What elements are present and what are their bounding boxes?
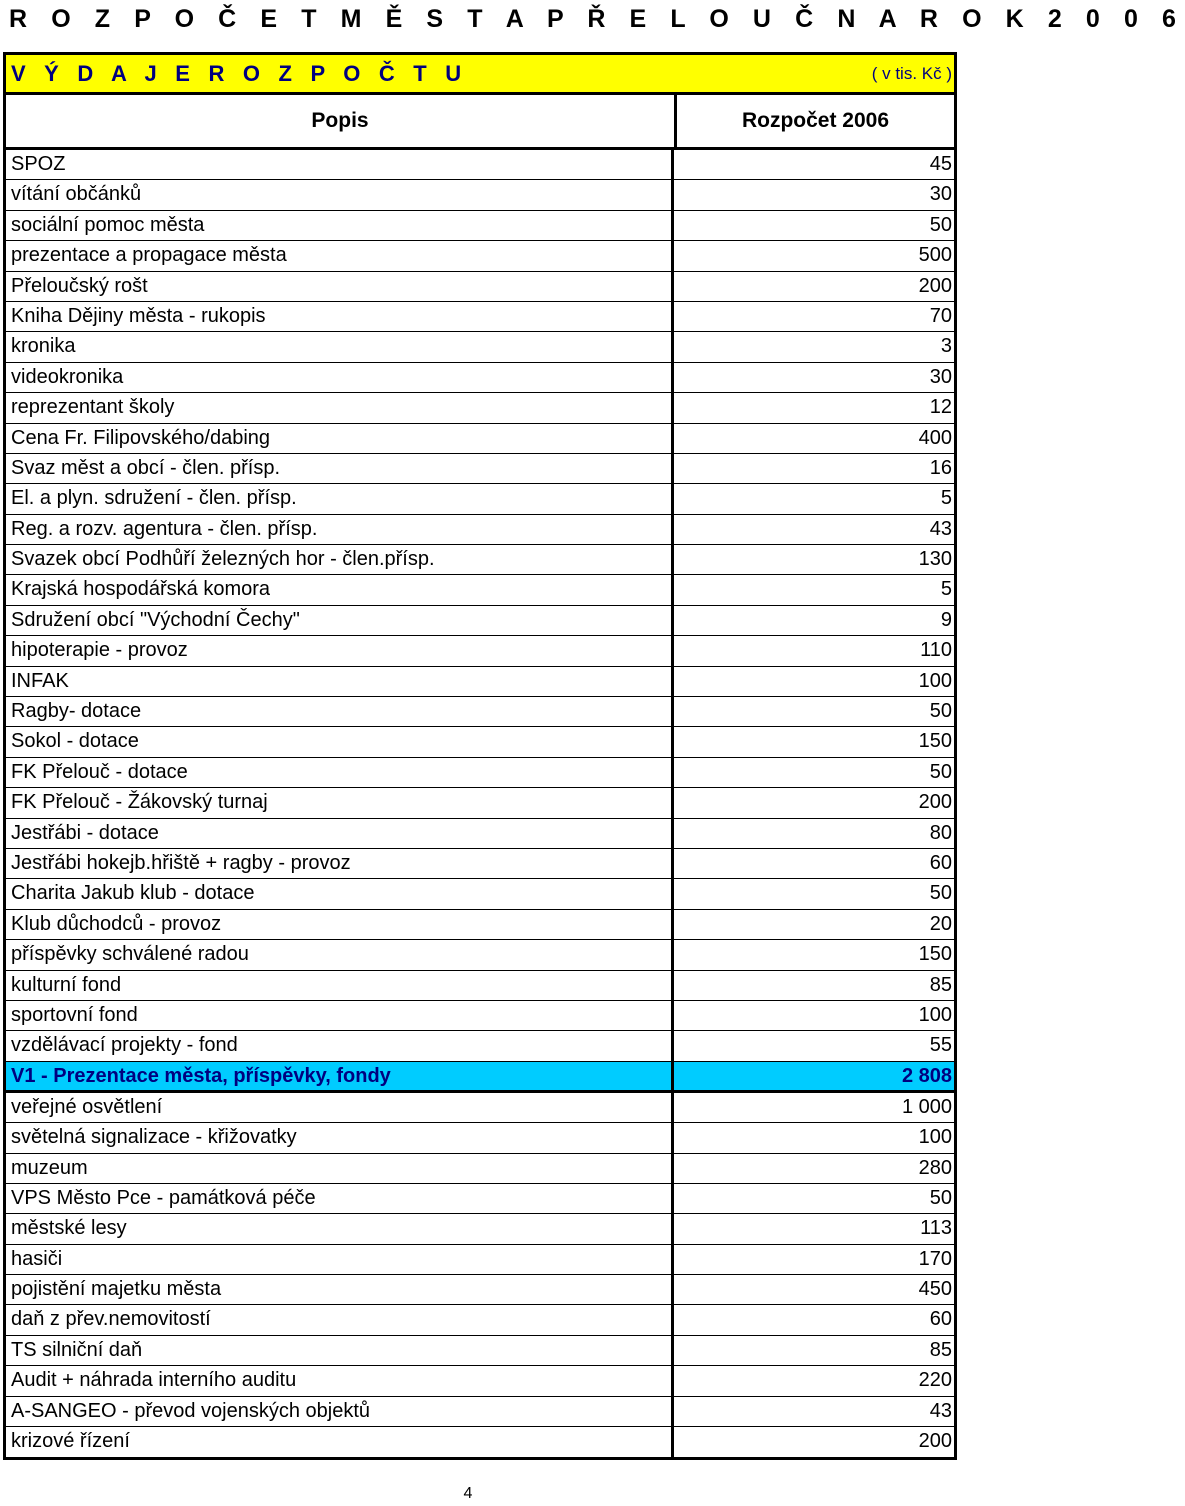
table-row <box>6 424 954 454</box>
row-description: pojistění majetku města <box>6 1275 674 1304</box>
row-amount: 20 <box>929 912 952 935</box>
row-description: SPOZ <box>6 150 674 179</box>
row-amount: 9 <box>940 608 952 631</box>
page-title: R O Z P O Č E T M Ě S T A P Ř E L O U Č N A R O K 2 0 0 6 <box>9 5 1185 33</box>
row-amount: 450 <box>918 1278 952 1301</box>
row-amount: 200 <box>918 791 952 814</box>
table-row <box>6 788 954 818</box>
row-description: Kniha Dějiny města - rukopis <box>6 302 674 331</box>
column-header-amount: Rozpočet 2006 <box>741 109 890 132</box>
row-amount: 100 <box>918 669 952 692</box>
row-amount: 280 <box>918 1156 952 1179</box>
table-row <box>6 1366 954 1396</box>
table-row <box>6 1427 954 1457</box>
table-row <box>6 1305 954 1335</box>
row-amount: 5 <box>940 578 952 601</box>
row-description: Svazek obcí Podhůří železných hor - člen.přísp. <box>6 545 674 574</box>
row-amount: 30 <box>929 365 952 388</box>
row-description: sportovní fond <box>6 1001 674 1030</box>
row-description: Krajská hospodářská komora <box>6 575 674 604</box>
row-amount: 110 <box>920 639 952 662</box>
row-description: Jestřábi - dotace <box>6 819 674 848</box>
table-row <box>6 1093 954 1123</box>
table-row <box>6 849 954 879</box>
row-amount: 30 <box>929 183 952 206</box>
row-description: FK Přelouč - Žákovský turnaj <box>6 788 674 817</box>
row-description: Ragby- dotace <box>6 697 674 726</box>
row-description: Jestřábi hokejb.hřiště + ragby - provoz <box>6 849 674 878</box>
table-row <box>6 545 954 575</box>
row-description: El. a plyn. sdružení - člen. přísp. <box>6 484 674 513</box>
table-row <box>6 484 954 514</box>
column-header-description: Popis <box>6 95 677 147</box>
table-row <box>6 454 954 484</box>
row-amount: 50 <box>929 213 952 236</box>
row-amount: 170 <box>918 1247 952 1270</box>
row-description: Přeloučský rošt <box>6 272 674 301</box>
row-description: kulturní fond <box>6 971 674 1000</box>
table-row <box>6 758 954 788</box>
row-description: VPS Město Pce - památková péče <box>6 1184 674 1213</box>
row-description: INFAK <box>6 667 674 696</box>
row-amount: 70 <box>929 304 952 327</box>
row-amount: 43 <box>929 517 952 540</box>
column-header-row <box>3 95 957 150</box>
row-description: Klub důchodců - provoz <box>6 910 674 939</box>
table-row <box>6 180 954 210</box>
table-row <box>6 1245 954 1275</box>
row-description: Sdružení obcí "Východní Čechy" <box>6 606 674 635</box>
row-amount: 85 <box>929 1338 952 1361</box>
budget-table <box>3 52 957 1460</box>
table-row <box>6 302 954 332</box>
row-description: Sokol - dotace <box>6 727 674 756</box>
row-description: Svaz měst a obcí - člen. přísp. <box>6 454 674 483</box>
row-amount: 50 <box>929 1186 952 1209</box>
row-amount: 113 <box>920 1217 952 1240</box>
row-amount: 400 <box>918 426 952 449</box>
row-description: hasiči <box>6 1245 674 1274</box>
table-row <box>6 636 954 666</box>
table-row <box>6 1214 954 1244</box>
row-amount: 100 <box>918 1003 952 1026</box>
row-description: kronika <box>6 332 674 361</box>
table-row <box>6 940 954 970</box>
table-row <box>6 1123 954 1153</box>
row-amount: 50 <box>929 700 952 723</box>
unit-label: ( v tis. Kč ) <box>871 64 952 83</box>
page-number: 4 <box>463 1485 473 1502</box>
row-description: Audit + náhrada interního auditu <box>6 1366 674 1395</box>
row-amount: 43 <box>929 1399 952 1422</box>
table-row <box>6 910 954 940</box>
row-description: světelná signalizace - křižovatky <box>6 1123 674 1152</box>
table-row <box>6 575 954 605</box>
row-description: V1 - Prezentace města, příspěvky, fondy <box>6 1062 674 1090</box>
table-row <box>6 667 954 697</box>
table-row <box>6 363 954 393</box>
row-description: daň z přev.nemovitostí <box>6 1305 674 1334</box>
row-amount: 220 <box>918 1369 952 1392</box>
row-description: městské lesy <box>6 1214 674 1243</box>
row-description: prezentace a propagace města <box>6 241 674 270</box>
row-amount: 85 <box>929 973 952 996</box>
row-description: Charita Jakub klub - dotace <box>6 879 674 908</box>
table-row <box>6 1275 954 1305</box>
table-row <box>6 1184 954 1214</box>
row-amount: 3 <box>940 335 952 358</box>
row-amount: 1 000 <box>901 1095 952 1118</box>
row-amount: 16 <box>929 456 952 479</box>
row-description: TS silniční daň <box>6 1336 674 1365</box>
row-description: A-SANGEO - převod vojenských objektů <box>6 1397 674 1426</box>
row-description: krizové řízení <box>6 1427 674 1457</box>
table-row <box>6 697 954 727</box>
table-row <box>6 211 954 241</box>
row-amount: 500 <box>918 244 952 267</box>
row-description: vítání občánků <box>6 180 674 209</box>
table-row <box>6 515 954 545</box>
row-description: Reg. a rozv. agentura - člen. přísp. <box>6 515 674 544</box>
row-description: reprezentant školy <box>6 393 674 422</box>
row-amount: 200 <box>918 1430 952 1453</box>
row-description: Cena Fr. Filipovského/dabing <box>6 424 674 453</box>
row-amount: 100 <box>918 1126 952 1149</box>
row-amount: 80 <box>929 821 952 844</box>
section-title: V Ý D A J E R O Z P O Č T U <box>11 61 468 86</box>
row-amount: 60 <box>929 1308 952 1331</box>
table-body <box>3 150 957 1460</box>
table-row <box>6 241 954 271</box>
row-amount: 5 <box>940 487 952 510</box>
row-description: veřejné osvětlení <box>6 1093 674 1122</box>
table-row <box>6 1001 954 1031</box>
row-amount: 60 <box>929 851 952 874</box>
table-row <box>6 606 954 636</box>
row-description: sociální pomoc města <box>6 211 674 240</box>
subtotal-row <box>6 1062 954 1093</box>
row-amount: 150 <box>918 730 952 753</box>
table-row <box>6 150 954 180</box>
row-amount: 45 <box>929 153 952 175</box>
table-row <box>6 727 954 757</box>
row-amount: 12 <box>929 396 952 419</box>
row-amount: 200 <box>918 274 952 297</box>
table-row <box>6 393 954 423</box>
row-description: FK Přelouč - dotace <box>6 758 674 787</box>
row-description: hipoterapie - provoz <box>6 636 674 665</box>
row-amount: 150 <box>918 943 952 966</box>
table-row <box>6 272 954 302</box>
row-amount: 2 808 <box>901 1064 952 1087</box>
table-row <box>6 1336 954 1366</box>
row-description: muzeum <box>6 1154 674 1183</box>
row-amount: 55 <box>929 1034 952 1057</box>
table-row <box>6 1397 954 1427</box>
table-row <box>6 879 954 909</box>
section-header <box>3 52 957 95</box>
row-description: vzdělávací projekty - fond <box>6 1031 674 1060</box>
table-row <box>6 332 954 362</box>
table-row <box>6 819 954 849</box>
table-row <box>6 1031 954 1061</box>
table-row <box>6 971 954 1001</box>
row-description: příspěvky schválené radou <box>6 940 674 969</box>
table-row <box>6 1154 954 1184</box>
row-amount: 130 <box>918 548 952 571</box>
row-amount: 50 <box>929 760 952 783</box>
row-description: videokronika <box>6 363 674 392</box>
row-amount: 50 <box>929 882 952 905</box>
